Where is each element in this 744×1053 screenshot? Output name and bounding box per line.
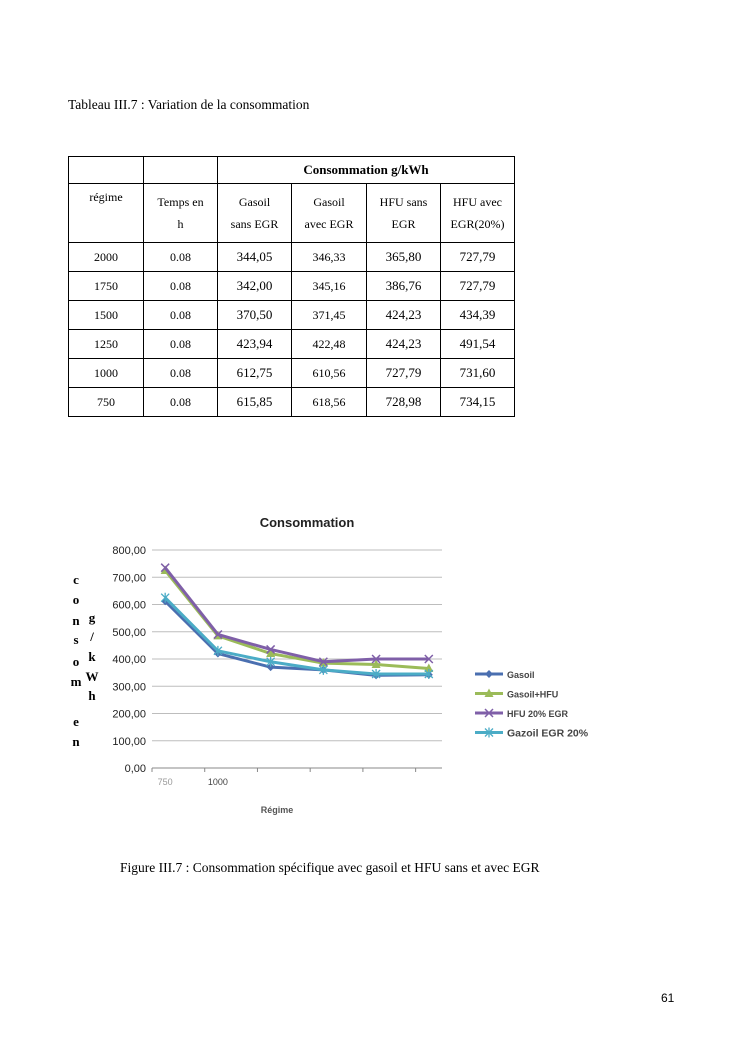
consumption-table [68, 156, 515, 417]
cell-regime: 1500 [69, 301, 144, 330]
cell-gasoil-sans: 370,50 [218, 301, 292, 330]
cell-gasoil-sans: 615,85 [218, 388, 292, 417]
cell-regime: 750 [69, 388, 144, 417]
y-tick-label: 400,00 [112, 654, 146, 666]
cell-gasoil-sans: 344,05 [218, 243, 292, 272]
figure-caption: Figure III.7 : Consommation spécifique avec gasoil et HFU sans et avec EGR [120, 860, 540, 875]
cell-hfu-sans: 728,98 [367, 388, 441, 417]
cell-temps: 0.08 [144, 272, 218, 301]
y-tick-label: 0,00 [124, 763, 146, 775]
cell-hfu-avec: 434,39 [441, 301, 515, 330]
cell-temps: 0.08 [144, 388, 218, 417]
cell-gasoil-avec: 345,16 [292, 272, 367, 301]
header-temps: Temps en h [144, 184, 218, 243]
y-axis-label-char: c [73, 572, 79, 587]
cell-gasoil-avec: 422,48 [292, 330, 367, 359]
table-row [69, 243, 515, 272]
x-axis-label: Régime [260, 805, 294, 815]
cell-regime: 2000 [69, 243, 144, 272]
series-line [165, 598, 429, 674]
header-hfu-avec: HFU avec EGR(20%) [441, 184, 515, 243]
cell-regime: 1000 [69, 359, 144, 388]
y-axis-label-char: n [72, 613, 80, 628]
y-axis-label-char: n [72, 734, 80, 749]
y-axis-label-char: k [88, 649, 96, 664]
y-tick-label: 800,00 [112, 545, 146, 557]
y-tick-label: 700,00 [112, 572, 146, 585]
y-axis-label-char: o [72, 592, 80, 607]
series-line [165, 568, 429, 662]
consumption-chart [60, 505, 620, 835]
y-tick-label: 100,00 [112, 735, 146, 748]
y-tick-label: 500,00 [112, 626, 146, 639]
header-empty-cell [69, 157, 144, 184]
y-axis-label-char: g [88, 610, 96, 625]
cell-gasoil-avec: 610,56 [292, 359, 367, 388]
header-empty-cell [144, 157, 218, 184]
cell-gasoil-avec: 346,33 [292, 243, 367, 272]
table-row [69, 301, 515, 330]
x-tick-label: 1000 [207, 777, 228, 787]
chart-svg [60, 505, 620, 835]
cell-hfu-avec: 727,79 [441, 272, 515, 301]
header-gasoil-avec: Gasoil avec EGR [292, 184, 367, 243]
y-tick-label: 600,00 [112, 599, 146, 612]
legend-label: HFU 20% EGR [507, 709, 569, 719]
cell-temps: 0.08 [144, 359, 218, 388]
table-row [69, 272, 515, 301]
table-row [69, 359, 515, 388]
y-axis-label-char: s [73, 632, 79, 647]
y-tick-label: 300,00 [112, 681, 146, 694]
cell-temps: 0.08 [144, 301, 218, 330]
legend-marker [485, 670, 493, 678]
cell-hfu-sans: 386,76 [367, 272, 441, 301]
cell-hfu-sans: 424,23 [367, 301, 441, 330]
cell-temps: 0.08 [144, 243, 218, 272]
cell-gasoil-avec: 618,56 [292, 388, 367, 417]
cell-gasoil-sans: 423,94 [218, 330, 292, 359]
cell-hfu-sans: 365,80 [367, 243, 441, 272]
cell-gasoil-sans: 342,00 [218, 272, 292, 301]
data-point [161, 593, 169, 603]
legend-label: Gasoil+HFU [507, 689, 559, 700]
y-axis-label-char: e [73, 714, 79, 729]
cell-hfu-avec: 727,79 [441, 243, 515, 272]
cell-gasoil-sans: 612,75 [218, 359, 292, 388]
y-axis-label-char: / [90, 629, 94, 644]
cell-temps: 0.08 [144, 330, 218, 359]
table-caption: Tableau III.7 : Variation de la consommation [68, 97, 310, 112]
legend-label: Gazoil EGR 20% [507, 727, 589, 740]
cell-hfu-sans: 727,79 [367, 359, 441, 388]
chart-title: Consommation [259, 515, 355, 530]
group-header: Consommation g/kWh [218, 157, 515, 184]
cell-regime: 1250 [69, 330, 144, 359]
table-row [69, 330, 515, 359]
y-axis-label-char: h [88, 688, 96, 703]
y-axis-label-char: m [70, 674, 82, 689]
cell-hfu-avec: 731,60 [441, 359, 515, 388]
legend-label: Gasoil [507, 670, 535, 680]
cell-hfu-sans: 424,23 [367, 330, 441, 359]
y-axis-label-char: o [72, 654, 80, 669]
header-regime: régime [69, 184, 144, 243]
x-tick-label: 750 [157, 777, 173, 787]
cell-regime: 1750 [69, 272, 144, 301]
cell-hfu-avec: 491,54 [441, 330, 515, 359]
page-number: 61 [661, 991, 675, 1005]
header-hfu-sans: HFU sans EGR [367, 184, 441, 243]
y-tick-label: 200,00 [112, 708, 146, 721]
y-axis-label-char: W [85, 669, 99, 684]
table-row [69, 388, 515, 417]
cell-hfu-avec: 734,15 [441, 388, 515, 417]
cell-gasoil-avec: 371,45 [292, 301, 367, 330]
header-gasoil-sans: Gasoil sans EGR [218, 184, 292, 243]
table-header-row [69, 157, 515, 184]
table-column-headers [69, 184, 515, 243]
